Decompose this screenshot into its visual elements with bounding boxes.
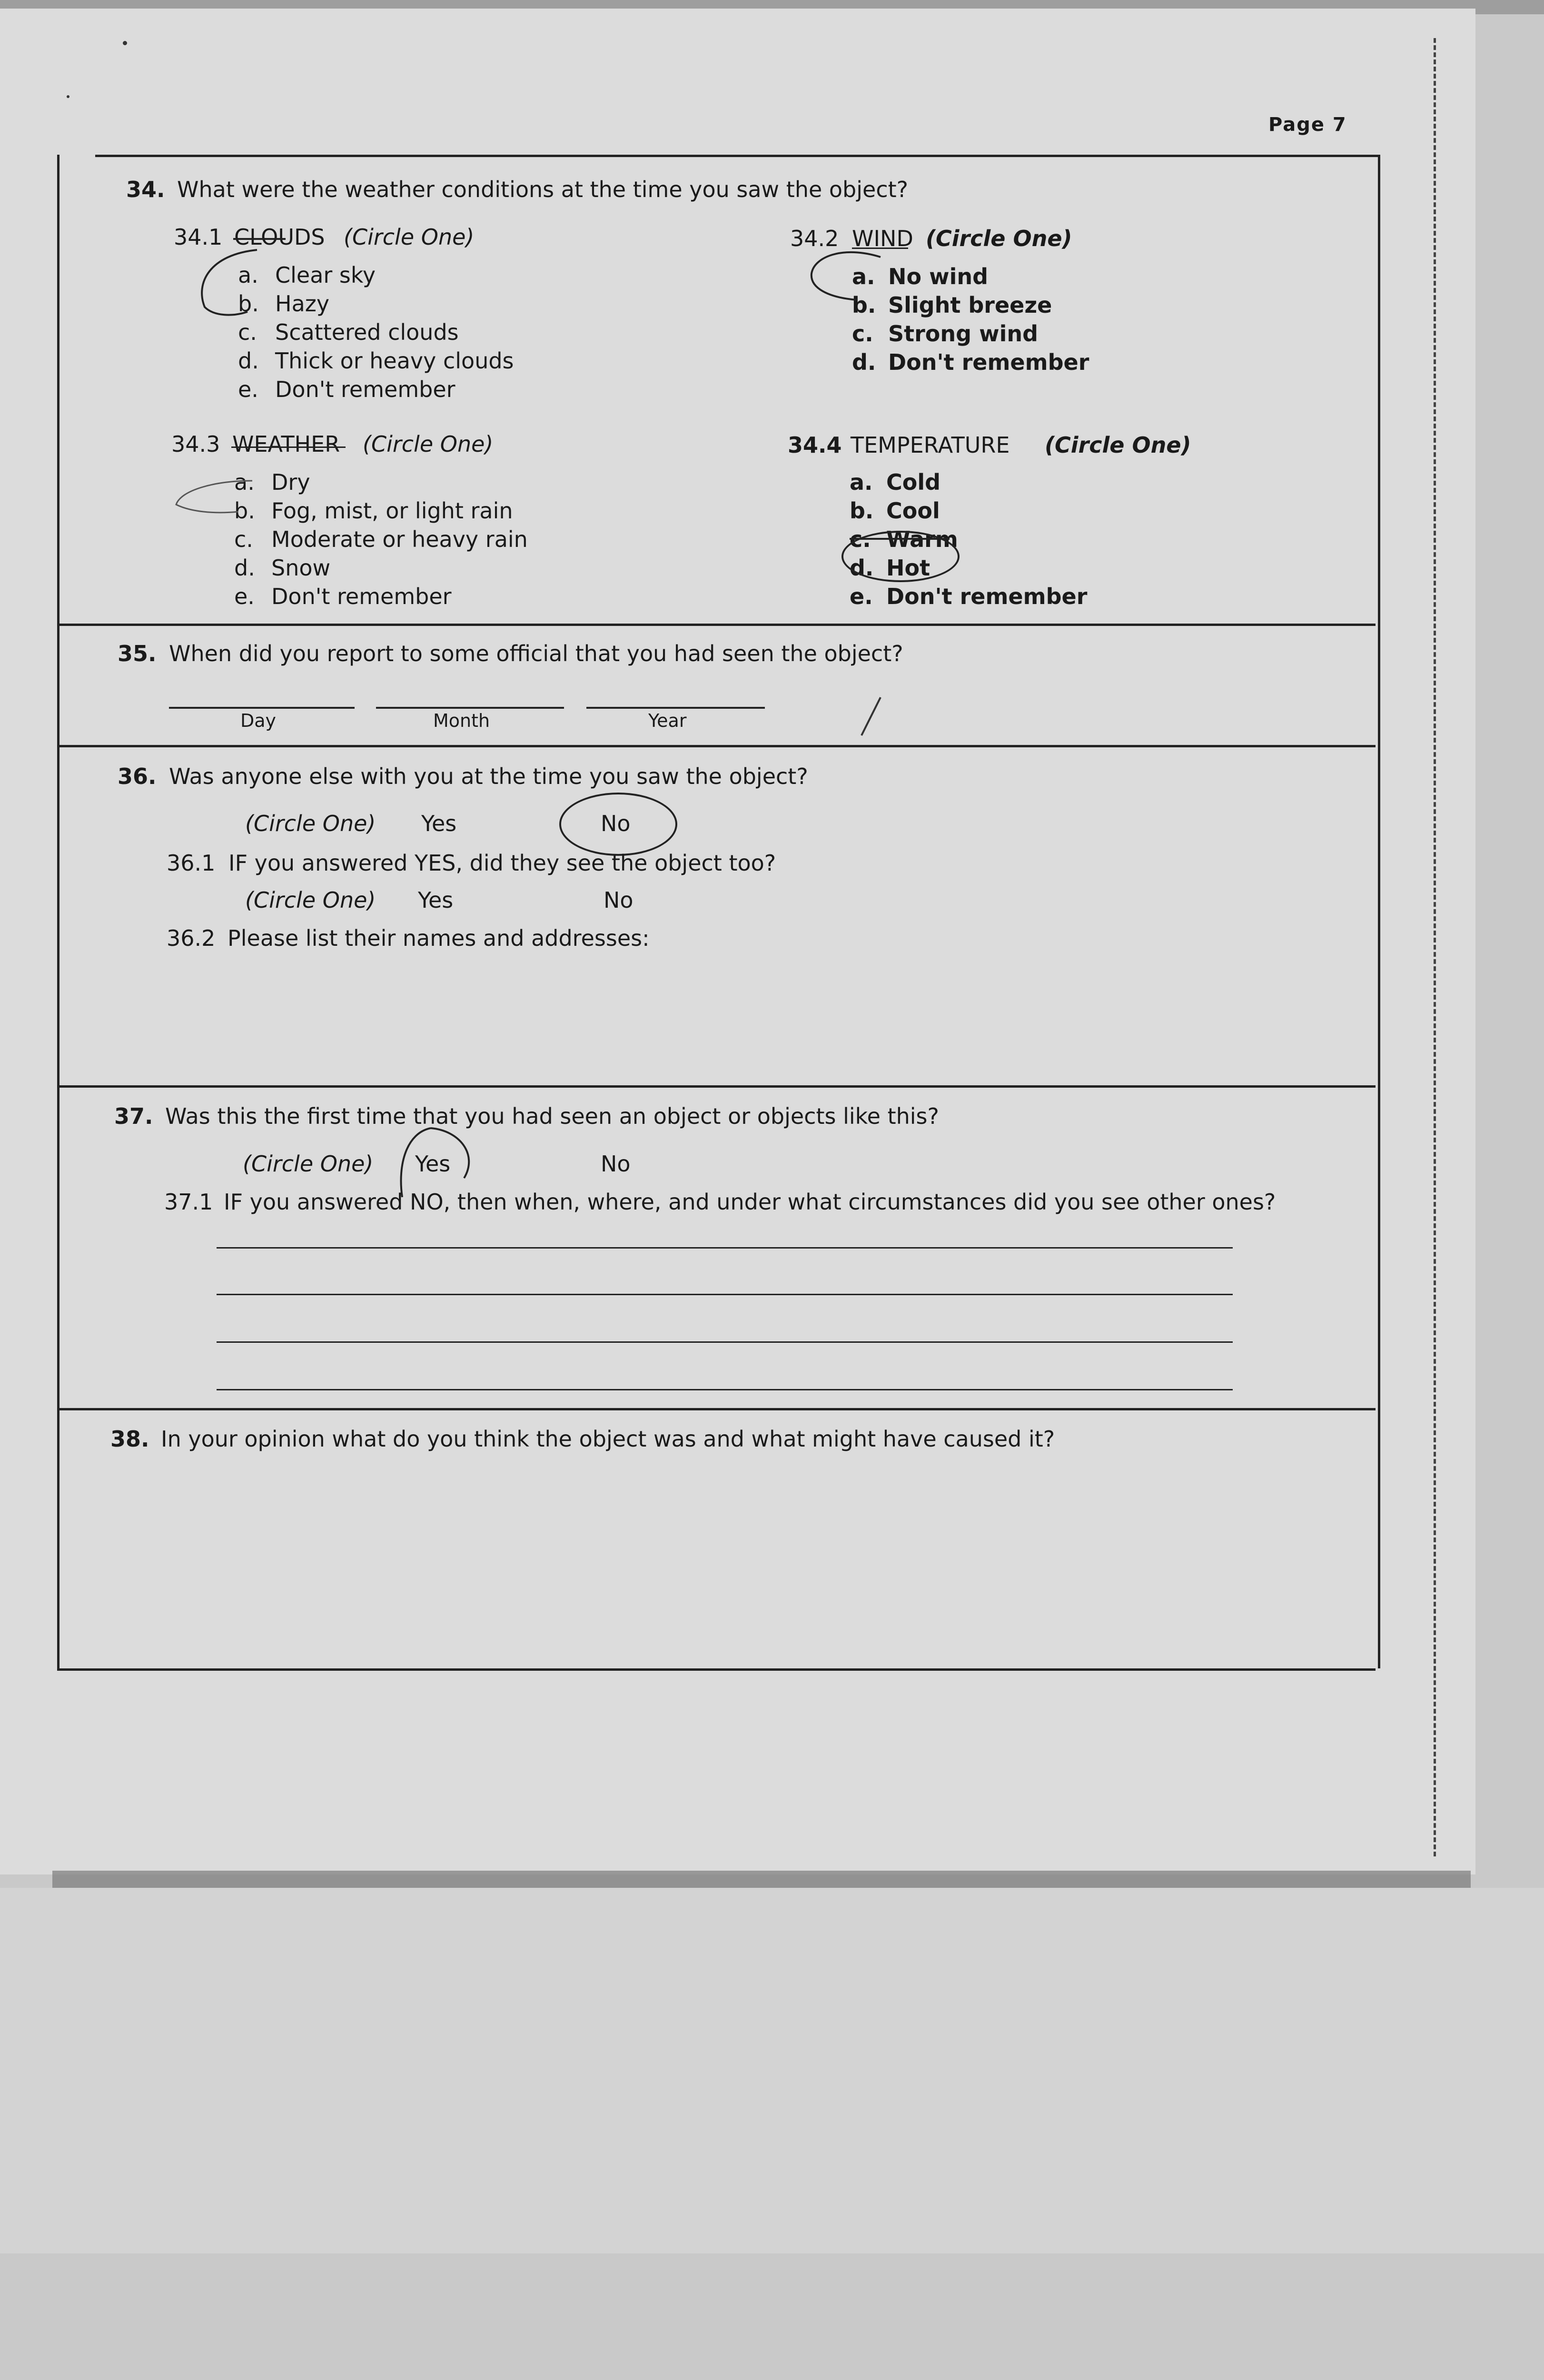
- answer-no[interactable]: No: [604, 887, 633, 913]
- answer-yes[interactable]: Yes: [415, 1151, 451, 1177]
- option-fog-mist-light-rain[interactable]: Fog, mist, or light rain: [271, 498, 513, 524]
- question-number: 36.: [118, 764, 157, 789]
- frame-bottom-rule: [57, 1668, 1376, 1671]
- strikethrough-mark: [233, 238, 286, 240]
- option-letter[interactable]: b.: [234, 498, 255, 524]
- option-letter[interactable]: a.: [234, 469, 255, 495]
- circle-one-instruction: (Circle One): [344, 224, 475, 250]
- option-hazy[interactable]: Hazy: [275, 291, 330, 317]
- option-letter[interactable]: d.: [234, 555, 255, 581]
- option-slight-breeze[interactable]: Slight breeze: [888, 292, 1052, 318]
- pen-stroke-mark: [857, 695, 885, 738]
- option-dont-remember[interactable]: Don't remember: [271, 584, 452, 609]
- subquestion-number: 36.1: [167, 850, 216, 876]
- pen-circle-mark: [190, 245, 276, 321]
- question-text: What were the weather conditions at the time you saw the object?: [177, 177, 909, 202]
- circle-one-instruction: (Circle One): [245, 811, 376, 836]
- divider-34-35: [57, 624, 1376, 626]
- question-text: Was anyone else with you at the time you saw the object?: [169, 764, 808, 789]
- subquestion-number: 34.2: [790, 226, 839, 251]
- pen-circle-mark: [804, 248, 890, 309]
- option-snow[interactable]: Snow: [271, 555, 331, 581]
- circle-one-instruction: (Circle One): [245, 887, 376, 913]
- option-strong-wind[interactable]: Strong wind: [888, 321, 1039, 347]
- option-scattered-clouds[interactable]: Scattered clouds: [275, 319, 459, 345]
- answer-line[interactable]: [217, 1389, 1233, 1390]
- month-input-line[interactable]: [376, 707, 564, 709]
- option-letter[interactable]: d.: [852, 349, 876, 375]
- film-lower-area: [0, 1888, 1544, 2253]
- answer-line[interactable]: [217, 1247, 1233, 1249]
- option-letter[interactable]: a.: [238, 262, 258, 288]
- option-letter[interactable]: e.: [238, 377, 258, 402]
- question-number: 38.: [110, 1426, 149, 1452]
- question-text: When did you report to some official that you had seen the object?: [169, 641, 903, 666]
- option-thick-clouds[interactable]: Thick or heavy clouds: [275, 348, 514, 374]
- option-dont-remember[interactable]: Don't remember: [275, 377, 455, 402]
- pen-circle-mark: [171, 476, 257, 519]
- subquestion-label: WIND: [852, 226, 913, 251]
- subquestion-text: IF you answered NO, then when, where, and under what circumstances did you see other ones?: [224, 1189, 1276, 1215]
- option-cold[interactable]: Cold: [886, 469, 941, 495]
- frame-top-rule: [95, 155, 1380, 157]
- option-letter[interactable]: b.: [238, 291, 259, 317]
- option-letter[interactable]: b.: [850, 498, 874, 524]
- answer-yes[interactable]: Yes: [421, 811, 457, 836]
- subquestion-label: TEMPERATURE: [851, 432, 1010, 458]
- option-letter[interactable]: d.: [238, 348, 259, 374]
- circle-one-instruction: (Circle One): [926, 226, 1072, 251]
- option-letter[interactable]: c.: [852, 321, 873, 347]
- answer-line[interactable]: [217, 1294, 1233, 1295]
- page-number: Page 7: [1268, 114, 1347, 136]
- field-label-year: Year: [648, 710, 687, 731]
- option-dont-remember[interactable]: Don't remember: [888, 349, 1089, 375]
- option-warm[interactable]: Warm: [886, 526, 958, 552]
- answer-no[interactable]: No: [601, 1151, 631, 1177]
- subquestion-number: 34.1: [174, 224, 223, 250]
- option-letter[interactable]: b.: [852, 292, 876, 318]
- subquestion-label: WEATHER: [232, 431, 340, 457]
- dust-speck: [67, 95, 69, 98]
- answer-yes[interactable]: Yes: [418, 887, 454, 913]
- question-number: 37.: [114, 1103, 153, 1129]
- question-number: 34.: [126, 177, 165, 202]
- circle-one-instruction: (Circle One): [363, 431, 494, 457]
- subquestion-number: 36.2: [167, 925, 216, 951]
- option-letter[interactable]: e.: [850, 584, 873, 609]
- option-letter[interactable]: c.: [850, 526, 871, 552]
- question-text: In your opinion what do you think the object was and what might have caused it?: [161, 1426, 1055, 1452]
- underline-mark: [231, 446, 346, 448]
- option-letter[interactable]: e.: [234, 584, 255, 609]
- margin-dashed-line: [1434, 38, 1436, 1856]
- subquestion-number: 34.4: [788, 432, 842, 458]
- option-letter[interactable]: d.: [850, 555, 874, 581]
- option-dry[interactable]: Dry: [271, 469, 310, 495]
- option-letter[interactable]: c.: [238, 319, 257, 345]
- option-letter[interactable]: c.: [234, 526, 253, 552]
- subquestion-text: Please list their names and addresses:: [228, 925, 650, 951]
- answer-no[interactable]: No: [601, 811, 631, 836]
- pen-circle-selected-hot: [841, 531, 960, 582]
- divider-35-36: [57, 745, 1376, 747]
- circle-one-instruction: (Circle One): [1045, 432, 1191, 458]
- day-input-line[interactable]: [169, 707, 355, 709]
- year-input-line[interactable]: [586, 707, 765, 709]
- pen-circle-selected-no: [559, 793, 677, 856]
- field-label-month: Month: [433, 710, 490, 731]
- option-letter[interactable]: a.: [850, 469, 873, 495]
- page-shadow: [52, 1871, 1471, 1888]
- divider-37-38: [57, 1408, 1376, 1410]
- option-no-wind[interactable]: No wind: [888, 264, 989, 289]
- question-number: 35.: [118, 641, 157, 666]
- subquestion-label: CLOUDS: [234, 224, 325, 250]
- subquestion-number: 37.1: [164, 1189, 213, 1215]
- option-letter[interactable]: a.: [852, 264, 875, 289]
- option-cool[interactable]: Cool: [886, 498, 940, 524]
- option-hot[interactable]: Hot: [886, 555, 930, 581]
- subquestion-number: 34.3: [171, 431, 220, 457]
- option-moderate-heavy-rain[interactable]: Moderate or heavy rain: [271, 526, 528, 552]
- subquestion-text: IF you answered YES, did they see the object too?: [228, 850, 776, 876]
- field-label-day: Day: [240, 710, 277, 731]
- option-dont-remember[interactable]: Don't remember: [886, 584, 1088, 609]
- question-text: Was this the first time that you had seen an object or objects like this?: [165, 1103, 939, 1129]
- divider-36-37: [57, 1085, 1376, 1088]
- circle-one-instruction: (Circle One): [243, 1151, 374, 1177]
- option-clear-sky[interactable]: Clear sky: [275, 262, 376, 288]
- answer-area[interactable]: [114, 1466, 1342, 1656]
- answer-line[interactable]: [217, 1341, 1233, 1343]
- dust-speck: [123, 41, 127, 45]
